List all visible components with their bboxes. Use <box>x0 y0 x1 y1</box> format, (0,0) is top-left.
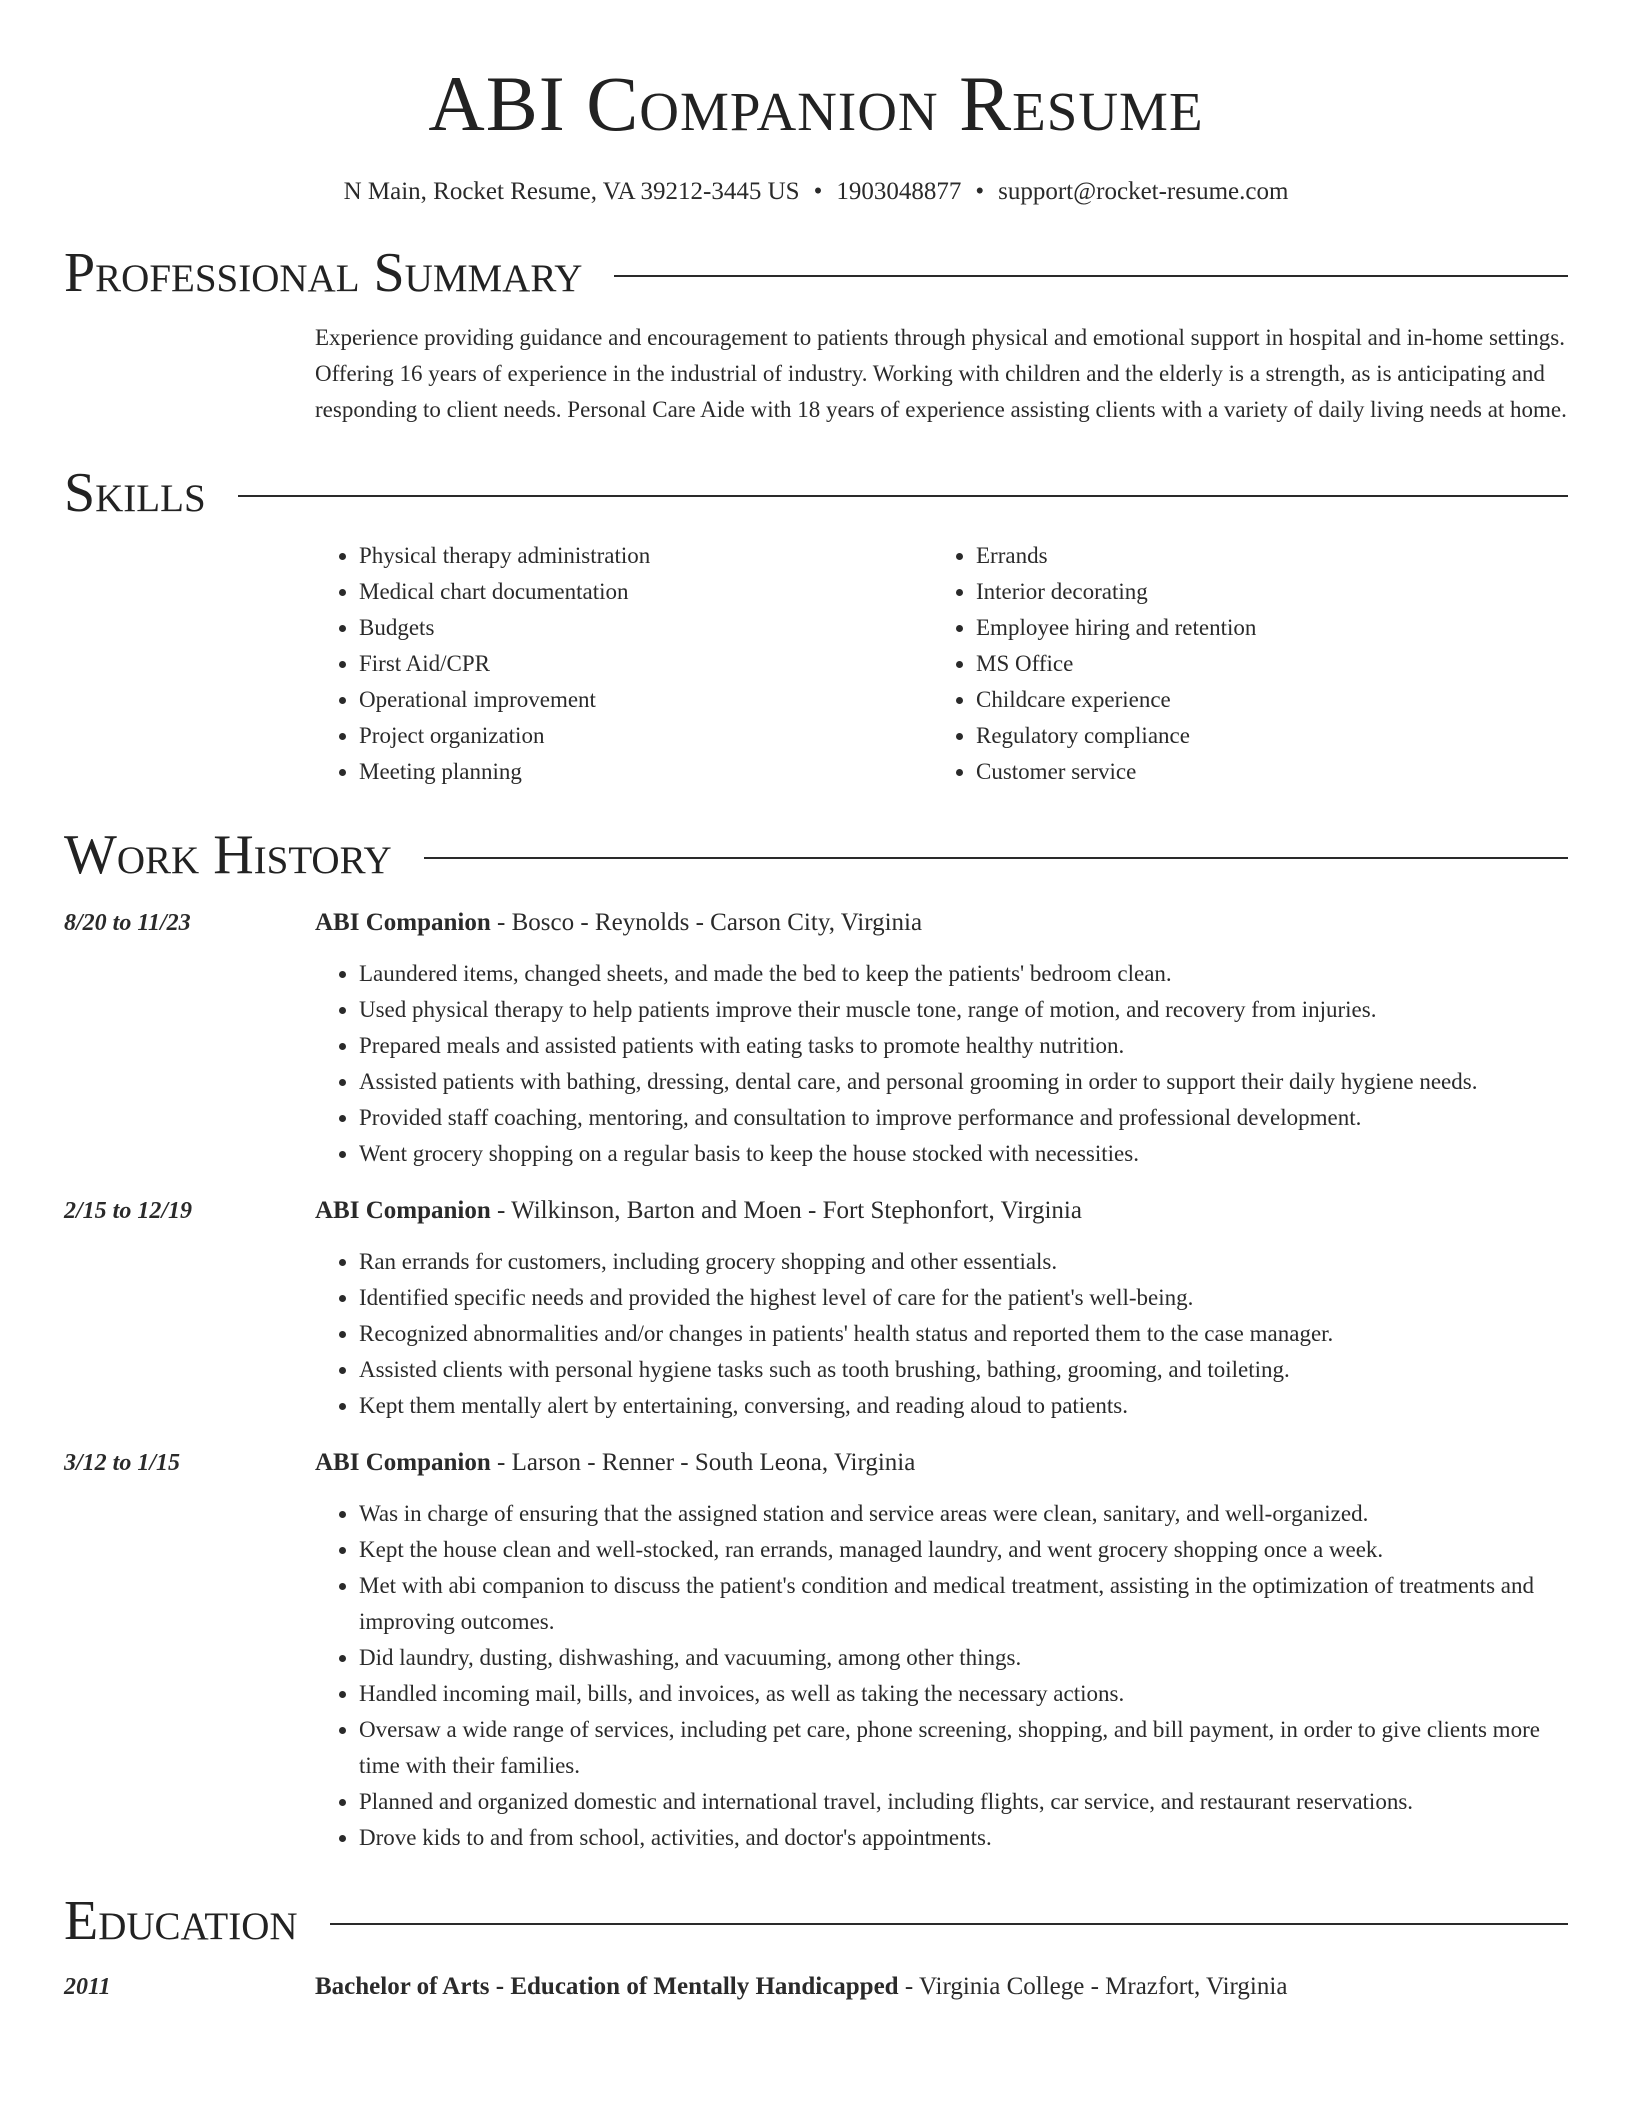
job-body <box>315 906 1568 1172</box>
skills-column-left <box>315 538 932 790</box>
job-title: ABI Companion <box>315 909 491 936</box>
job-employer: - Larson - Renner - South Leona, Virginia <box>490 1449 916 1476</box>
skill-item: • Operational improvement <box>359 682 932 718</box>
skill-item: • MS Office <box>976 646 1549 682</box>
skill-item: • Regulatory compliance <box>976 718 1549 754</box>
job-bullet: • Provided staff coaching, mentoring, and consultation to improve performance and professional development. <box>359 1100 1568 1136</box>
skill-item: • Budgets <box>359 610 932 646</box>
skill-item: • Errands <box>976 538 1549 574</box>
work-history-list <box>64 906 1568 1856</box>
education-section-header <box>64 1890 1568 1952</box>
job-bullet: • Ran errands for customers, including grocery shopping and other essentials. <box>359 1244 1568 1280</box>
job-bullet: • Met with abi companion to discuss the patient's condition and medical treatment, assisting in the optimization of treatments and improving outcomes. <box>359 1568 1568 1640</box>
job-date: 2/15 to 12/19 <box>64 1198 193 1224</box>
education-section-title: Education <box>64 1890 298 1952</box>
job-bullet: • Planned and organized domestic and international travel, including flights, car service, and restaurant reservations. <box>359 1784 1568 1820</box>
skills-list <box>315 538 1568 790</box>
skill-item: • Meeting planning <box>359 754 932 790</box>
job-bullet: • Went grocery shopping on a regular basis to keep the house stocked with necessities. <box>359 1136 1568 1172</box>
section-divider <box>424 857 1568 859</box>
work-section-title: Work History <box>64 824 392 886</box>
job-bullet: • Identified specific needs and provided the highest level of care for the patient's well-being. <box>359 1280 1568 1316</box>
job-body <box>315 1446 1568 1856</box>
job-bullet: • Recognized abnormalities and/or changes in patients' health status and reported them to the case manager. <box>359 1316 1568 1352</box>
job-bullet: • Kept them mentally alert by entertaining, conversing, and reading aloud to patients. <box>359 1388 1568 1424</box>
resume-page <box>64 0 1568 2004</box>
job-heading <box>315 906 1568 940</box>
contact-address: N Main, Rocket Resume, VA 39212-3445 US <box>343 178 800 205</box>
education-degree: Bachelor of Arts - Education of Mentally Handicapped <box>315 1973 899 2000</box>
summary-text: Experience providing guidance and encouragement to patients through physical and emotional support in hospital and in-home settings. Offering 16 years of experience in the industrial of industry. Working with children and the elderly is a strength, as is anticipating and responding to client needs. Personal Care Aide with 18 years of experience assisting clients with a variety of daily living needs at home. <box>315 325 1567 422</box>
job-bullet: • Kept the house clean and well-stocked, ran errands, managed laundry, and went grocery shopping once a week. <box>359 1532 1568 1568</box>
section-divider <box>330 1923 1568 1925</box>
work-section-header <box>64 824 1568 886</box>
resume-name: ABI Companion Resume <box>428 60 1204 147</box>
job-title: ABI Companion <box>315 1449 491 1476</box>
job-date: 3/12 to 1/15 <box>64 1450 181 1476</box>
skill-item: • Childcare experience <box>976 682 1549 718</box>
summary-section-title: Professional Summary <box>64 242 583 304</box>
section-divider <box>238 495 1568 497</box>
job-entry <box>64 906 1568 1172</box>
job-bullet: • Assisted patients with bathing, dressing, dental care, and personal grooming in order to support their daily hygiene needs. <box>359 1064 1568 1100</box>
skill-item: • Employee hiring and retention <box>976 610 1549 646</box>
job-bullet: • Assisted clients with personal hygiene tasks such as tooth brushing, bathing, grooming, and toileting. <box>359 1352 1568 1388</box>
job-employer: - Bosco - Reynolds - Carson City, Virginia <box>490 909 923 936</box>
job-bullets <box>315 1496 1568 1856</box>
skills-section-header <box>64 462 1568 524</box>
job-bullet: • Used physical therapy to help patients improve their muscle tone, range of motion, and recovery from injuries. <box>359 992 1568 1028</box>
job-heading <box>315 1446 1568 1480</box>
job-entry <box>64 1446 1568 1856</box>
section-divider <box>614 275 1568 277</box>
skills-column-right <box>932 538 1549 790</box>
education-date: 2011 <box>64 1974 111 2000</box>
contact-separator: • <box>975 178 985 205</box>
skill-item: • Interior decorating <box>976 574 1549 610</box>
education-heading <box>315 1970 1568 2004</box>
job-entry <box>64 1194 1568 1424</box>
job-bullet: • Was in charge of ensuring that the assigned station and service areas were clean, sanitary, and well-organized. <box>359 1496 1568 1532</box>
job-bullet: • Did laundry, dusting, dishwashing, and vacuuming, among other things. <box>359 1640 1568 1676</box>
job-title: ABI Companion <box>315 1197 491 1224</box>
job-heading <box>315 1194 1568 1228</box>
job-bullet: • Handled incoming mail, bills, and invoices, as well as taking the necessary actions. <box>359 1676 1568 1712</box>
skills-section-title: Skills <box>64 462 206 524</box>
job-bullets <box>315 956 1568 1172</box>
contact-line <box>64 176 1568 208</box>
contact-phone: 1903048877 <box>836 178 962 205</box>
job-bullet: • Drove kids to and from school, activities, and doctor's appointments. <box>359 1820 1568 1856</box>
education-entry <box>64 1970 1568 2004</box>
contact-separator: • <box>813 178 823 205</box>
skill-item: • Physical therapy administration <box>359 538 932 574</box>
job-bullets <box>315 1244 1568 1424</box>
skill-item: • Project organization <box>359 718 932 754</box>
skill-item: • Customer service <box>976 754 1549 790</box>
education-school: - Virginia College - Mrazfort, Virginia <box>898 1973 1288 2000</box>
job-bullet: • Laundered items, changed sheets, and made the bed to keep the patients' bedroom clean. <box>359 956 1568 992</box>
contact-email: support@rocket-resume.com <box>998 178 1289 205</box>
summary-section-header <box>64 242 1568 304</box>
job-date: 8/20 to 11/23 <box>64 910 191 936</box>
job-employer: - Wilkinson, Barton and Moen - Fort Stephonfort, Virginia <box>490 1197 1082 1224</box>
job-bullet: • Oversaw a wide range of services, including pet care, phone screening, shopping, and bill payment, in order to give clients more time with their families. <box>359 1712 1568 1784</box>
job-body <box>315 1194 1568 1424</box>
job-bullet: • Prepared meals and assisted patients with eating tasks to promote healthy nutrition. <box>359 1028 1568 1064</box>
skill-item: • First Aid/CPR <box>359 646 932 682</box>
skill-item: • Medical chart documentation <box>359 574 932 610</box>
